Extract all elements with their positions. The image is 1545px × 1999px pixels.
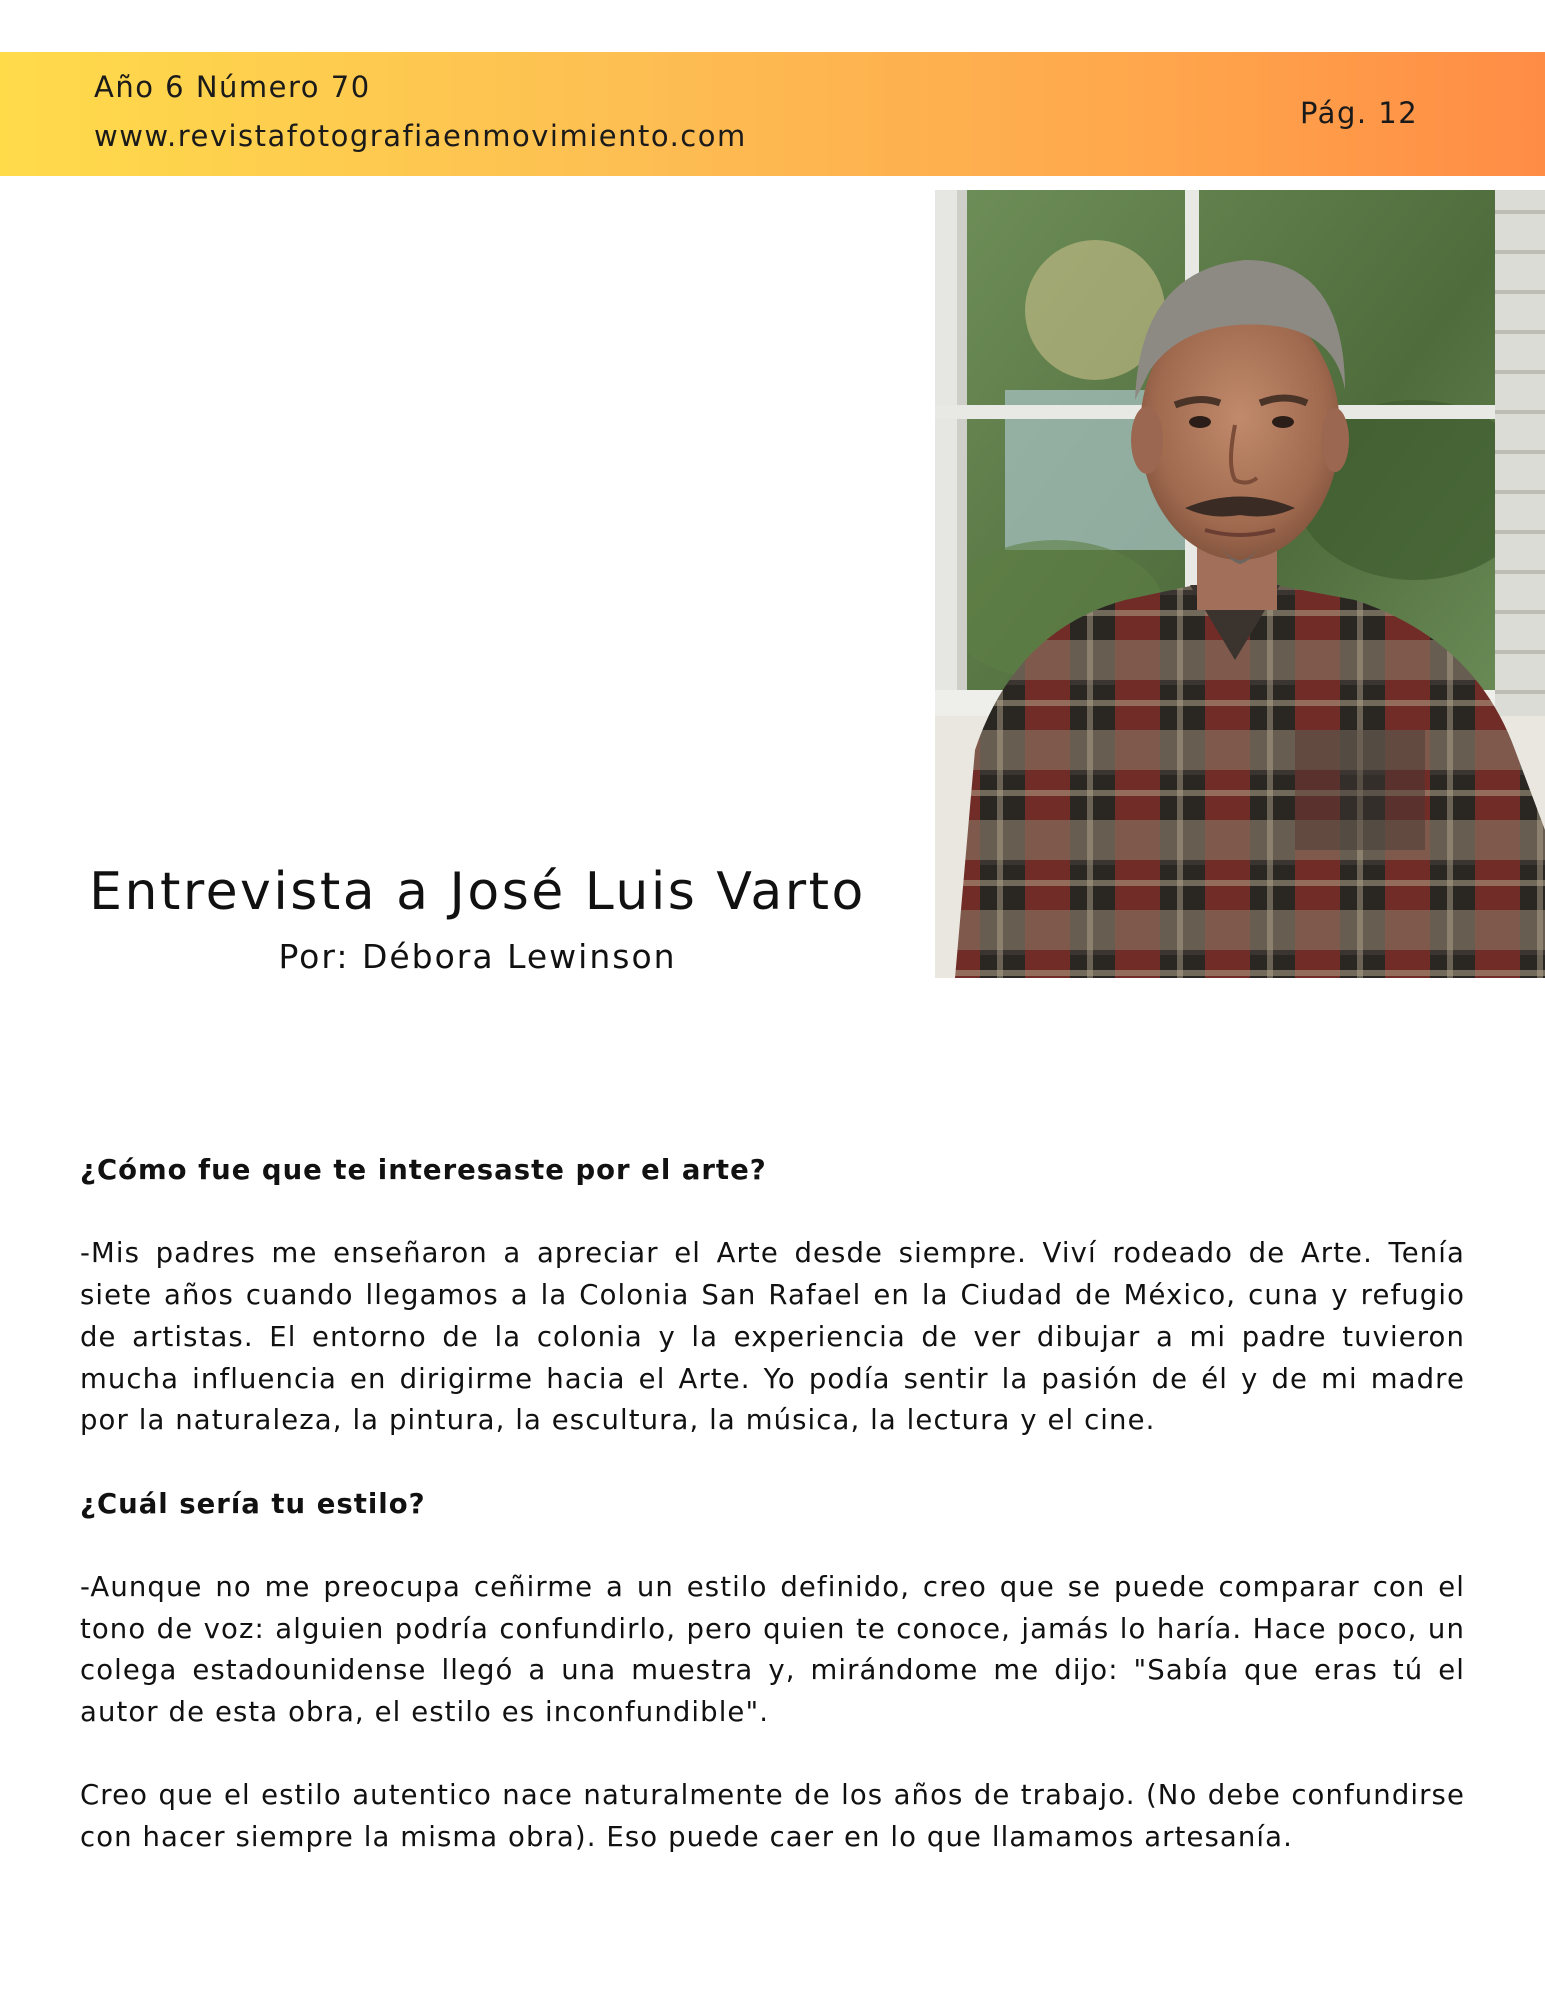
question-2: ¿Cuál sería tu estilo? [80,1487,426,1520]
paragraph-gap [80,1525,1465,1567]
article-title: Entrevista a José Luis Varto [89,862,866,922]
paragraph-gap [80,1734,1465,1776]
article-byline: Por: Débora Lewinson [278,937,677,976]
portrait-photo [935,190,1545,978]
website-url[interactable]: www.revistafotografiaenmovimiento.com [94,119,747,153]
page-number: Pág. 12 [1300,96,1419,130]
answer-1: -Mis padres me enseñaron a apreciar el Arte desde siempre. Viví rodeado de Arte. Tenía siete años cuando llegamos a la Colonia San Rafael en la Ciudad de México, cuna y refugio de artistas. El entorno de la colonia y la experiencia de ver dibujar a mi padre tuvieron mucha influencia en dirigirme hacia el Arte. Yo podía sentir la pasión de él y de mi madre por la naturaleza, la pintura, la escultura, la música, la lectura y el cine. [80,1237,1465,1437]
article-body [80,1150,1465,1859]
paragraph-gap [80,1442,1465,1484]
paragraph-gap [80,1192,1465,1234]
question-1: ¿Cómo fue que te interesaste por el arte? [80,1154,767,1186]
answer-2-continued: Creo que el estilo autentico nace naturalmente de los años de trabajo. (No debe confundirse con hacer siempre la misma obra). Eso puede caer en lo que llamamos artesanía. [80,1779,1465,1854]
answer-2: -Aunque no me preocupa ceñirme a un estilo definido, creo que se puede comparar con el tono de voz: alguien podría confundirlo, pero quien te conoce, jamás lo haría. Hace poco, un colega estadounidense llegó a una muestra y, mirándome me dijo: "Sabía que eras tú el autor de esta obra, el estilo es inconfundible". [80,1570,1465,1729]
issue-number: Año 6 Número 70 [94,70,371,104]
